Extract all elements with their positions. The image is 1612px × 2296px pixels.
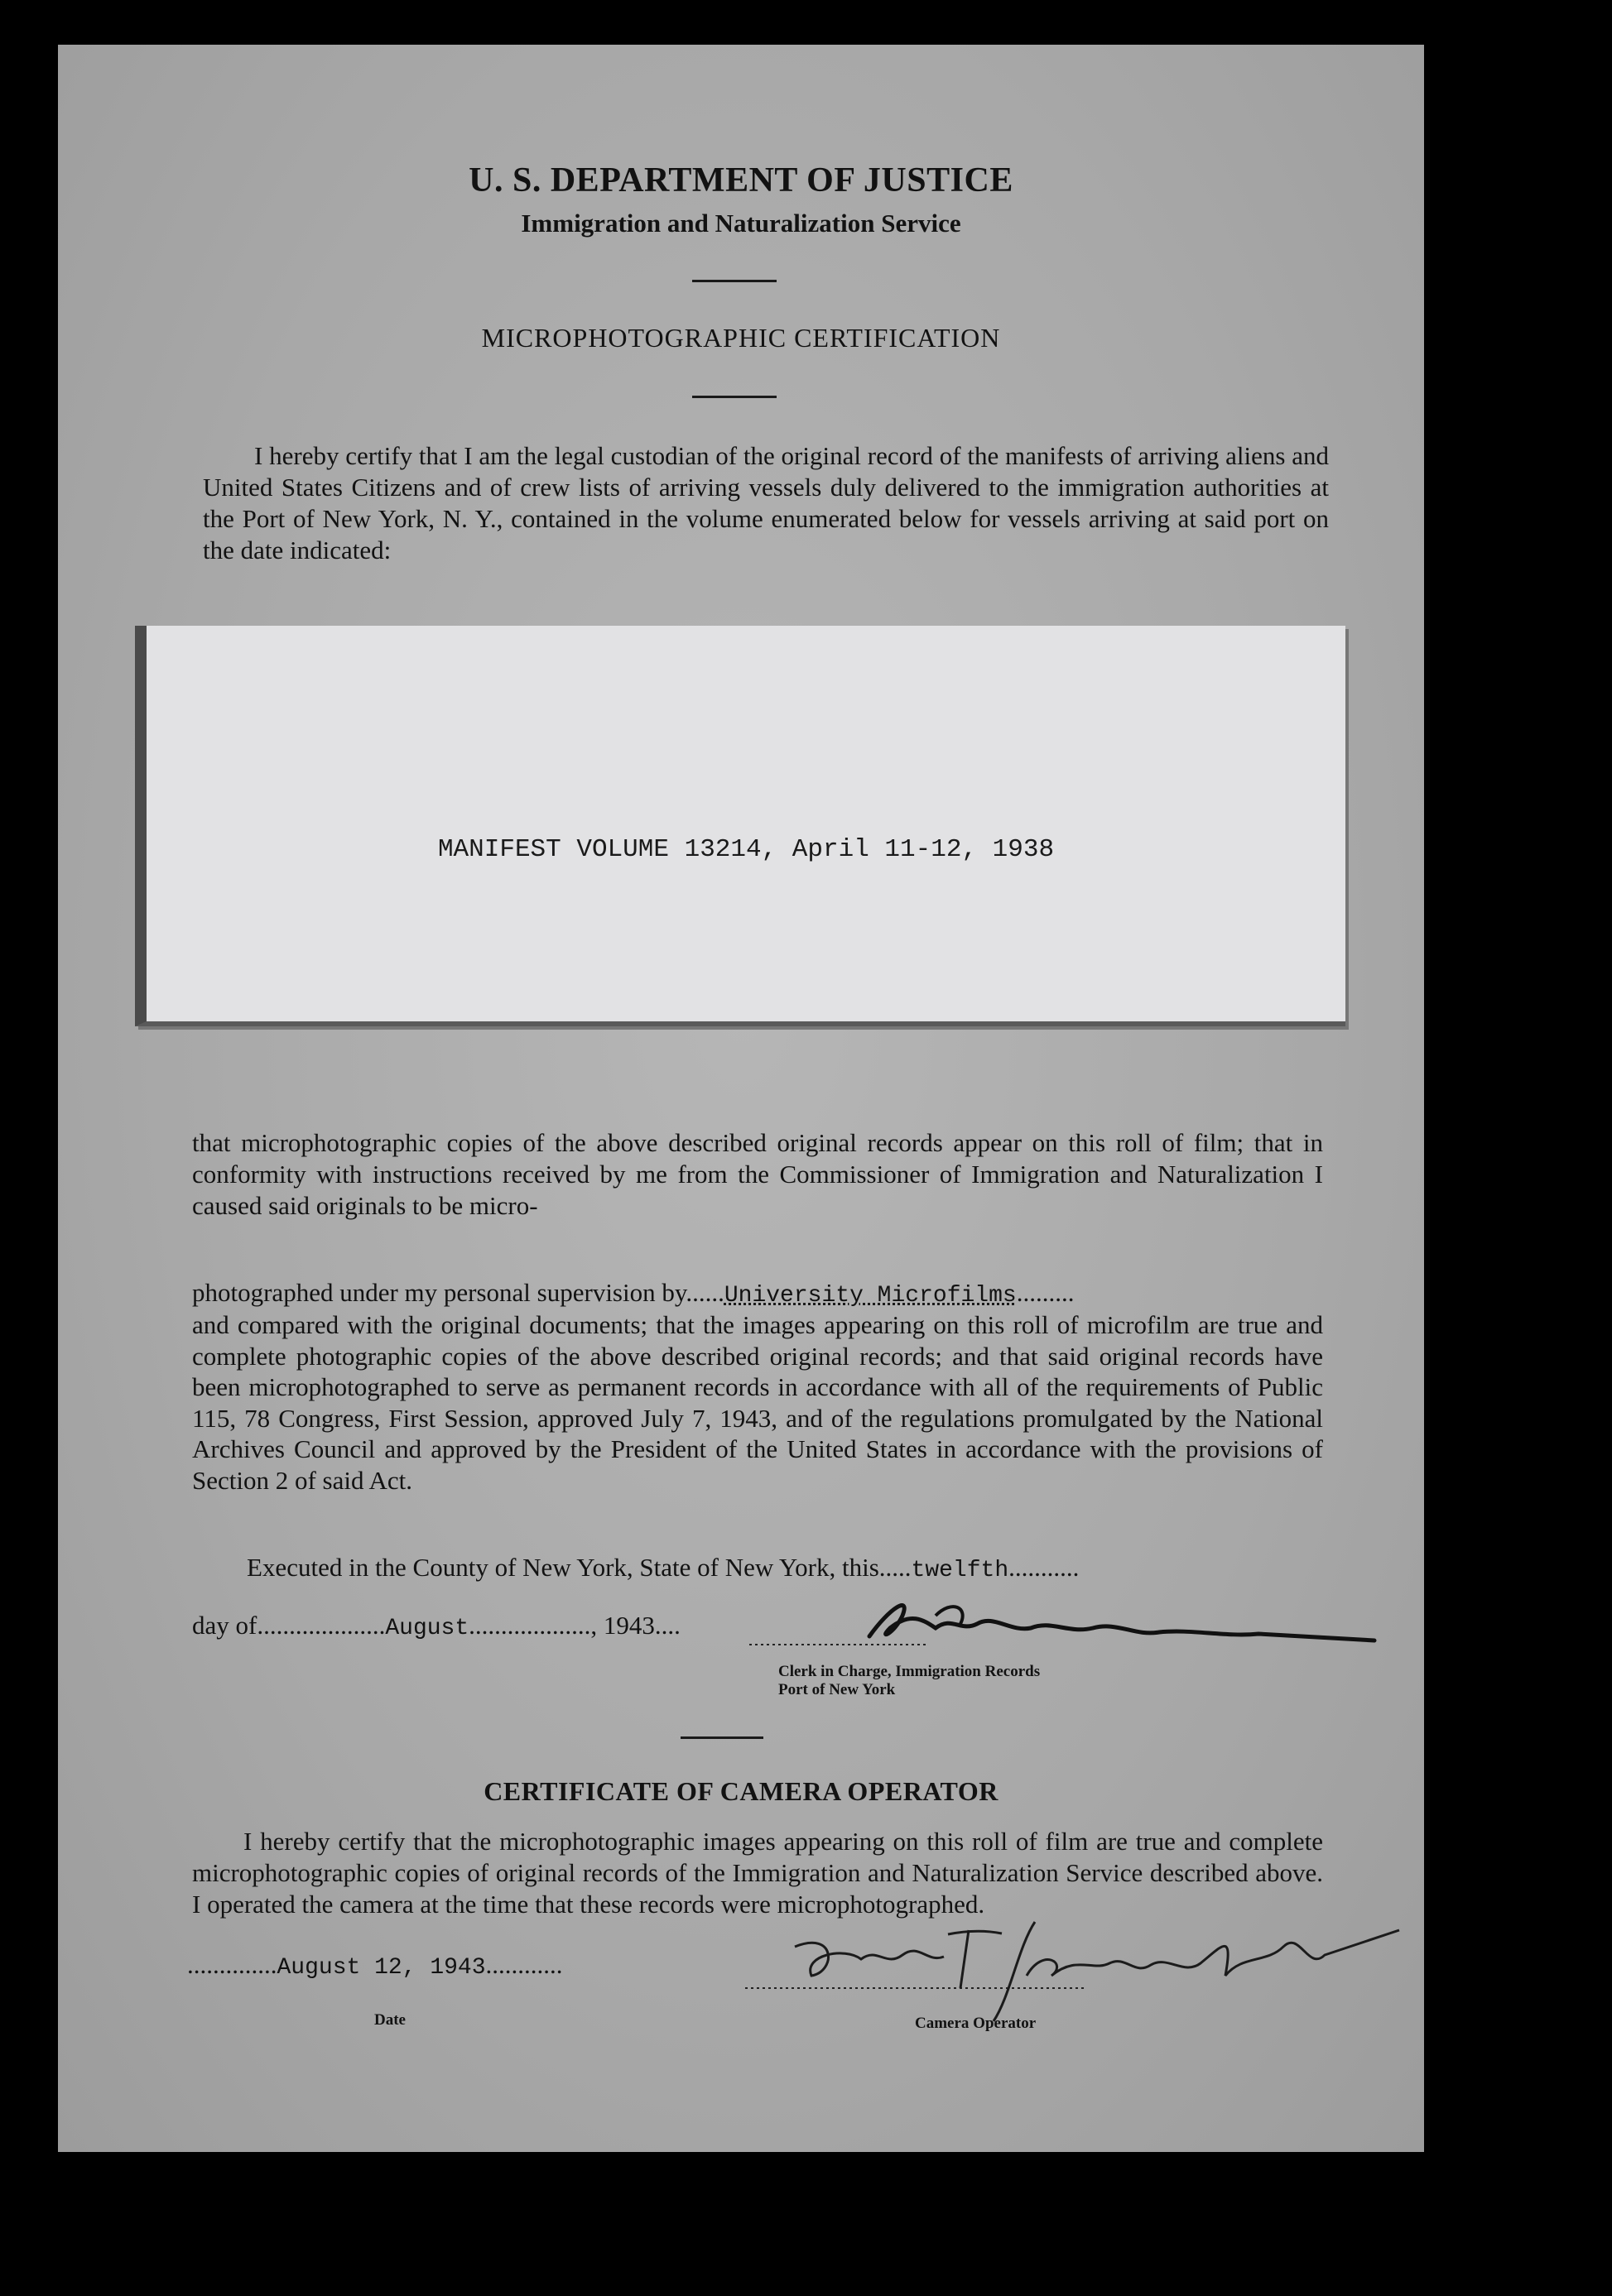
camera-operator-signature (737, 1897, 1416, 2038)
body-paragraph-part2 (192, 1309, 1323, 1496)
manifest-volume-label: MANIFEST VOLUME 13214, April 11-12, 1938 (437, 835, 1055, 864)
day-of-label: day of (192, 1611, 257, 1640)
photographed-prefix: photographed under my personal supervision by (192, 1278, 686, 1307)
intro-paragraph (203, 440, 1329, 566)
execution-month: August (385, 1616, 469, 1641)
camera-date: August 12, 1943 (277, 1955, 486, 1981)
executed-prefix: Executed in the County of New York, State of New York, this (247, 1553, 879, 1582)
camera-operator-title: CERTIFICATE OF CAMERA OPERATOR (484, 1776, 998, 1806)
certification-title: MICROPHOTOGRAPHIC CERTIFICATION (481, 323, 1001, 353)
divider (692, 396, 777, 398)
photographed-by-line: photographed under my personal supervision by......University Microfilms......... (192, 1278, 1075, 1309)
camera-date-line: ..............August 12, 1943............ (187, 1950, 563, 1981)
execution-day: twelfth (911, 1558, 1009, 1583)
day-of-line: day of....................August..................., 1943.... (192, 1611, 681, 1641)
divider (681, 1736, 763, 1739)
clerk-title-line2: Port of New York (778, 1681, 896, 1698)
manifest-volume-insert (135, 626, 1345, 1026)
date-label: Date (374, 2011, 406, 2029)
intro-text: I hereby certify that I am the legal custodian of the original record of the manifests of arriving aliens and United States Citizens and of crew lists of arriving vessels duly delivered to the immigration authorities at the Port of New York, N. Y., contained in the volume enumerated below for vessels arriving at said port on the date indicated: (203, 441, 1329, 564)
execution-year: , 1943 (590, 1611, 655, 1640)
camera-text: I hereby certify that the microphotographic images appearing on this roll of film are true and complete microphotographic copies of original records of the Immigration and Naturalization Service described above. I operated the camera at the time that these records were microphotographed. (192, 1827, 1323, 1919)
body-paragraph-part1 (192, 1127, 1323, 1222)
body-text-part2: and compared with the original documents; that the images appearing on this roll of microfilm are true and complete photographic copies of the above described original records; and that said original records have been microphotographed to serve as permanent records in accordance with all of the requirements of Public 115, 78 Congress, First Session, approved July 7, 1943, and of the regulations promulgated by the National Archives Council and approved by the President of the United States in accordance with the provisions of Section 2 of said Act. (192, 1310, 1323, 1495)
service-subheading: Immigration and Naturalization Service (521, 209, 961, 238)
clerk-signature (745, 1583, 1383, 1674)
body-text-part1: that microphotographic copies of the above described original records appear on this roll of film; that in conformity with instructions received by me from the Commissioner of Immigration and Naturalization I caused said originals to be micro- (192, 1128, 1323, 1220)
camera-operator-label: Camera Operator (915, 2015, 1037, 2032)
department-heading: U. S. DEPARTMENT OF JUSTICE (469, 161, 1013, 199)
clerk-title-line1: Clerk in Charge, Immigration Records (778, 1663, 1041, 1680)
certificate-sheet (58, 45, 1424, 2152)
clerk-title (778, 1663, 1040, 1699)
divider (692, 280, 777, 282)
executed-line: Executed in the County of New York, State of New York, this.....twelfth........... (247, 1553, 1080, 1583)
microfilm-company: University Microfilms (724, 1283, 1017, 1309)
